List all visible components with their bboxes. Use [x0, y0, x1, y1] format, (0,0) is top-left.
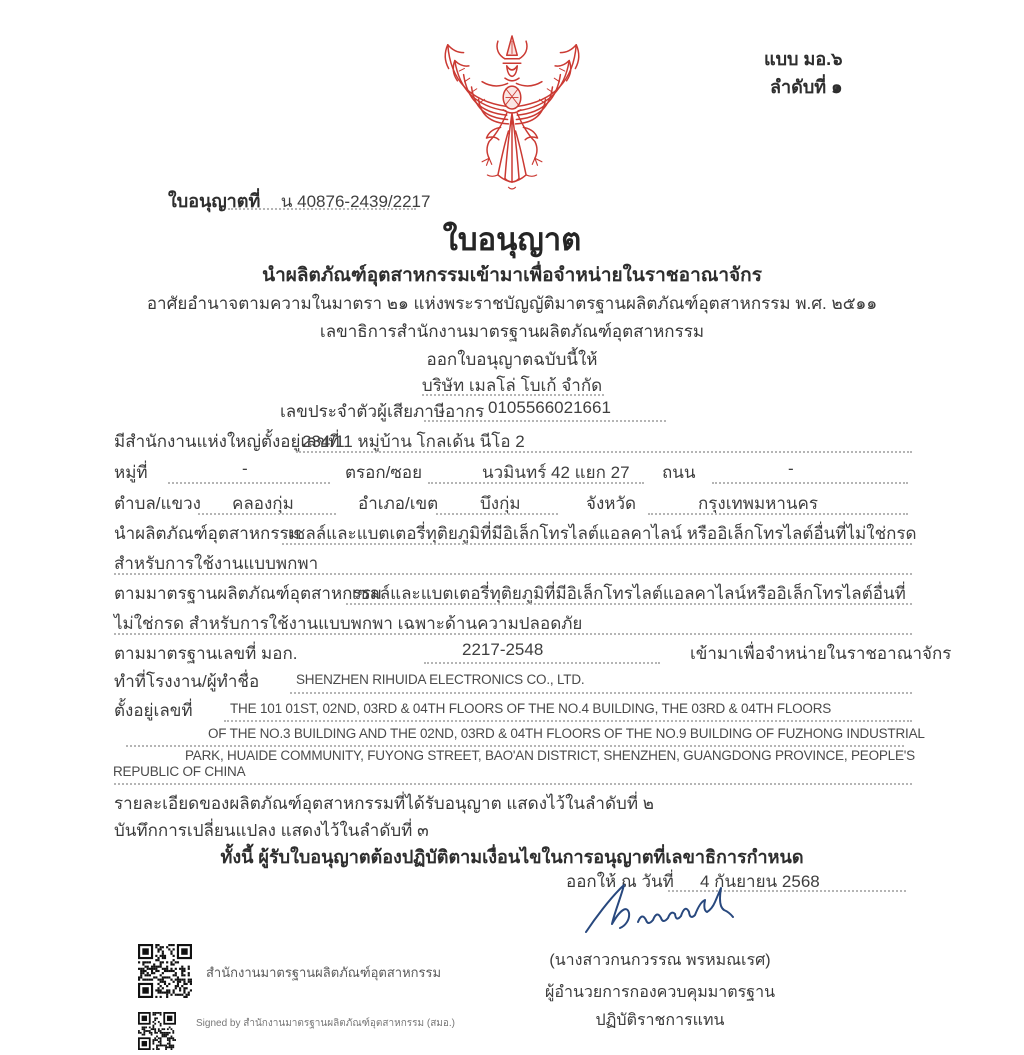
document-title: ใบอนุญาต — [442, 222, 582, 257]
dotted-line — [224, 720, 912, 722]
head-office-value: 234/11 หมู่บ้าน โกลเด้น นีโอ 2 — [302, 432, 525, 451]
qr-code-office — [138, 944, 192, 1003]
product-line-1: เซลล์และแบตเตอรี่ทุติยภูมิที่มีอิเล็กโทรไลต์แอลคาไลน์ หรืออิเล็กโทรไลต์อื่นที่ไม่ใช่กรด — [288, 524, 917, 543]
dotted-line — [422, 394, 604, 396]
issued-date-value: 4 กันยายน 2568 — [700, 872, 820, 891]
factory-address-line-3: PARK, HUAIDE COMMUNITY, FUYONG STREET, BAO'AN DISTRICT, SHENZHEN, GUANGDONG PROVINCE, PEOPLE'S — [185, 748, 915, 763]
condition-note: ทั้งนี้ ผู้รับใบอนุญาตต้องปฏิบัติตามเงื่อนไขในการอนุญาตที่เลขาธิการกำหนด — [220, 847, 804, 867]
form-sequence: ลำดับที่ ๑ — [770, 77, 843, 97]
document-subtitle: นำผลิตภัณฑ์อุตสาหกรรมเข้ามาเพื่อจำหน่ายในราชอาณาจักร — [262, 265, 762, 286]
dotted-line — [296, 451, 912, 453]
import-purpose: เข้ามาเพื่อจำหน่ายในราชอาณาจักร — [690, 644, 952, 663]
form-code: แบบ มอ.๖ — [764, 49, 843, 69]
dotted-line — [198, 513, 336, 515]
standard-line-2: ไม่ใช่กรด สำหรับการใช้งานแบบพกพา เฉพาะด้านความปลอดภัย — [114, 614, 583, 633]
dotted-line — [114, 783, 912, 785]
authority-line-2: เลขาธิการสำนักงานมาตรฐานผลิตภัณฑ์อุตสาหกรรม — [319, 322, 705, 341]
dotted-line — [346, 603, 912, 605]
head-office-label: มีสำนักงานแห่งใหญ่ตั้งอยู่เลขที่ — [114, 432, 340, 451]
issued-date-label: ออกให้ ณ วันที่ — [566, 872, 674, 891]
garuda-emblem-icon — [424, 32, 600, 200]
province-value: กรุงเทพมหานคร — [698, 494, 819, 513]
dotted-line — [282, 543, 912, 545]
standard-no-value: 2217-2548 — [462, 640, 544, 659]
signer-title: ผู้อำนวยการกองควบคุมมาตรฐาน — [545, 984, 775, 1001]
signer-capacity: ปฏิบัติราชการแทน — [595, 1012, 725, 1029]
authority-line-1: อาศัยอำนาจตามความในมาตรา ๒๑ แห่งพระราชบัญญัติมาตรฐานผลิตภัณฑ์อุตสาหกรรม พ.ศ. ๒๕๑๑ — [146, 294, 878, 313]
tax-id-label: เลขประจำตัวผู้เสียภาษีอากร — [280, 402, 485, 421]
soi-value: นวมินทร์ 42 แยก 27 — [482, 463, 630, 482]
qr-code-signed — [138, 1012, 176, 1055]
license-number-value: น 40876-2439/2217 — [280, 192, 431, 211]
garuda-emblem — [424, 32, 600, 200]
qr-signed-label: Signed by สำนักงานมาตรฐานผลิตภัณฑ์อุตสาหกรรม (สมอ.) — [196, 1018, 456, 1029]
factory-address-line-2: OF THE NO.3 BUILDING AND THE 02ND, 03RD & 04TH FLOORS OF THE NO.9 BUILDING OF FUZHONG INDUSTRIAL — [208, 726, 925, 741]
subdistrict-label: ตำบล/แขวง — [114, 494, 201, 513]
moo-value: - — [242, 459, 248, 478]
factory-label: ทำที่โรงงาน/ผู้ทำชื่อ — [114, 672, 260, 691]
dotted-line — [114, 633, 912, 635]
factory-address-line-1: THE 101 01ST, 02ND, 03RD & 04TH FLOORS OF THE NO.4 BUILDING, THE 03RD & 04TH FLOORS — [230, 701, 832, 716]
qr-office-label: สำนักงานมาตรฐานผลิตภัณฑ์อุตสาหกรรม — [206, 965, 442, 980]
dotted-line — [114, 573, 912, 575]
qr-code-signed-icon — [138, 1012, 176, 1050]
signature — [580, 880, 770, 938]
factory-address-label: ตั้งอยู่เลขที่ — [114, 701, 193, 720]
signer-name: (นางสาวกนกวรรณ พรหมณเรศ) — [549, 952, 771, 969]
dotted-line — [648, 513, 908, 515]
factory-name: SHENZHEN RIHUIDA ELECTRONICS CO., LTD. — [296, 672, 585, 687]
dotted-line — [168, 482, 330, 484]
dotted-line — [712, 482, 908, 484]
product-label: นำผลิตภัณฑ์อุตสาหกรรม — [114, 524, 300, 543]
district-value: บึงกุ่ม — [480, 494, 521, 513]
factory-address-line-4: REPUBLIC OF CHINA — [113, 764, 246, 779]
road-label: ถนน — [662, 463, 696, 482]
moo-label: หมู่ที่ — [114, 463, 148, 482]
dotted-line — [424, 662, 660, 664]
company-name: บริษัท เมลโล่ โบเก้ จำกัด — [421, 376, 603, 395]
dotted-line — [424, 420, 666, 422]
detail-note: รายละเอียดของผลิตภัณฑ์อุตสาหกรรมที่ได้รับอนุญาต แสดงไว้ในลำดับที่ ๒ — [114, 794, 654, 813]
change-note: บันทึกการเปลี่ยนแปลง แสดงไว้ในลำดับที่ ๓ — [114, 821, 429, 840]
subdistrict-value: คลองกุ่ม — [232, 494, 294, 513]
dotted-line — [428, 482, 644, 484]
province-label: จังหวัด — [586, 494, 637, 513]
district-label: อำเภอ/เขต — [358, 494, 439, 513]
standard-label: ตามมาตรฐานผลิตภัณฑ์อุตสาหกรรม — [114, 584, 382, 603]
tax-id-value: 0105566021661 — [488, 398, 611, 417]
qr-code-office-icon — [138, 944, 192, 998]
road-value: - — [788, 459, 794, 478]
signature-icon — [580, 880, 770, 938]
standard-no-label: ตามมาตรฐานเลขที่ มอก. — [114, 644, 298, 663]
soi-label: ตรอก/ซอย — [345, 463, 423, 482]
issue-to-label: ออกใบอนุญาตฉบับนี้ให้ — [426, 350, 598, 369]
dotted-line — [436, 513, 558, 515]
dotted-line — [290, 692, 912, 694]
dotted-line — [126, 745, 904, 747]
product-line-2: สำหรับการใช้งานแบบพกพา — [114, 554, 319, 573]
license-number-label: ใบอนุญาตที่ — [168, 191, 261, 211]
license-number-row — [168, 186, 430, 215]
dotted-line — [228, 208, 416, 210]
standard-line-1: เซลล์และแบตเตอรี่ทุติยภูมิที่มีอิเล็กโทรไลต์แอลคาไลน์หรืออิเล็กโทรไลต์อื่นที่ — [352, 584, 906, 603]
